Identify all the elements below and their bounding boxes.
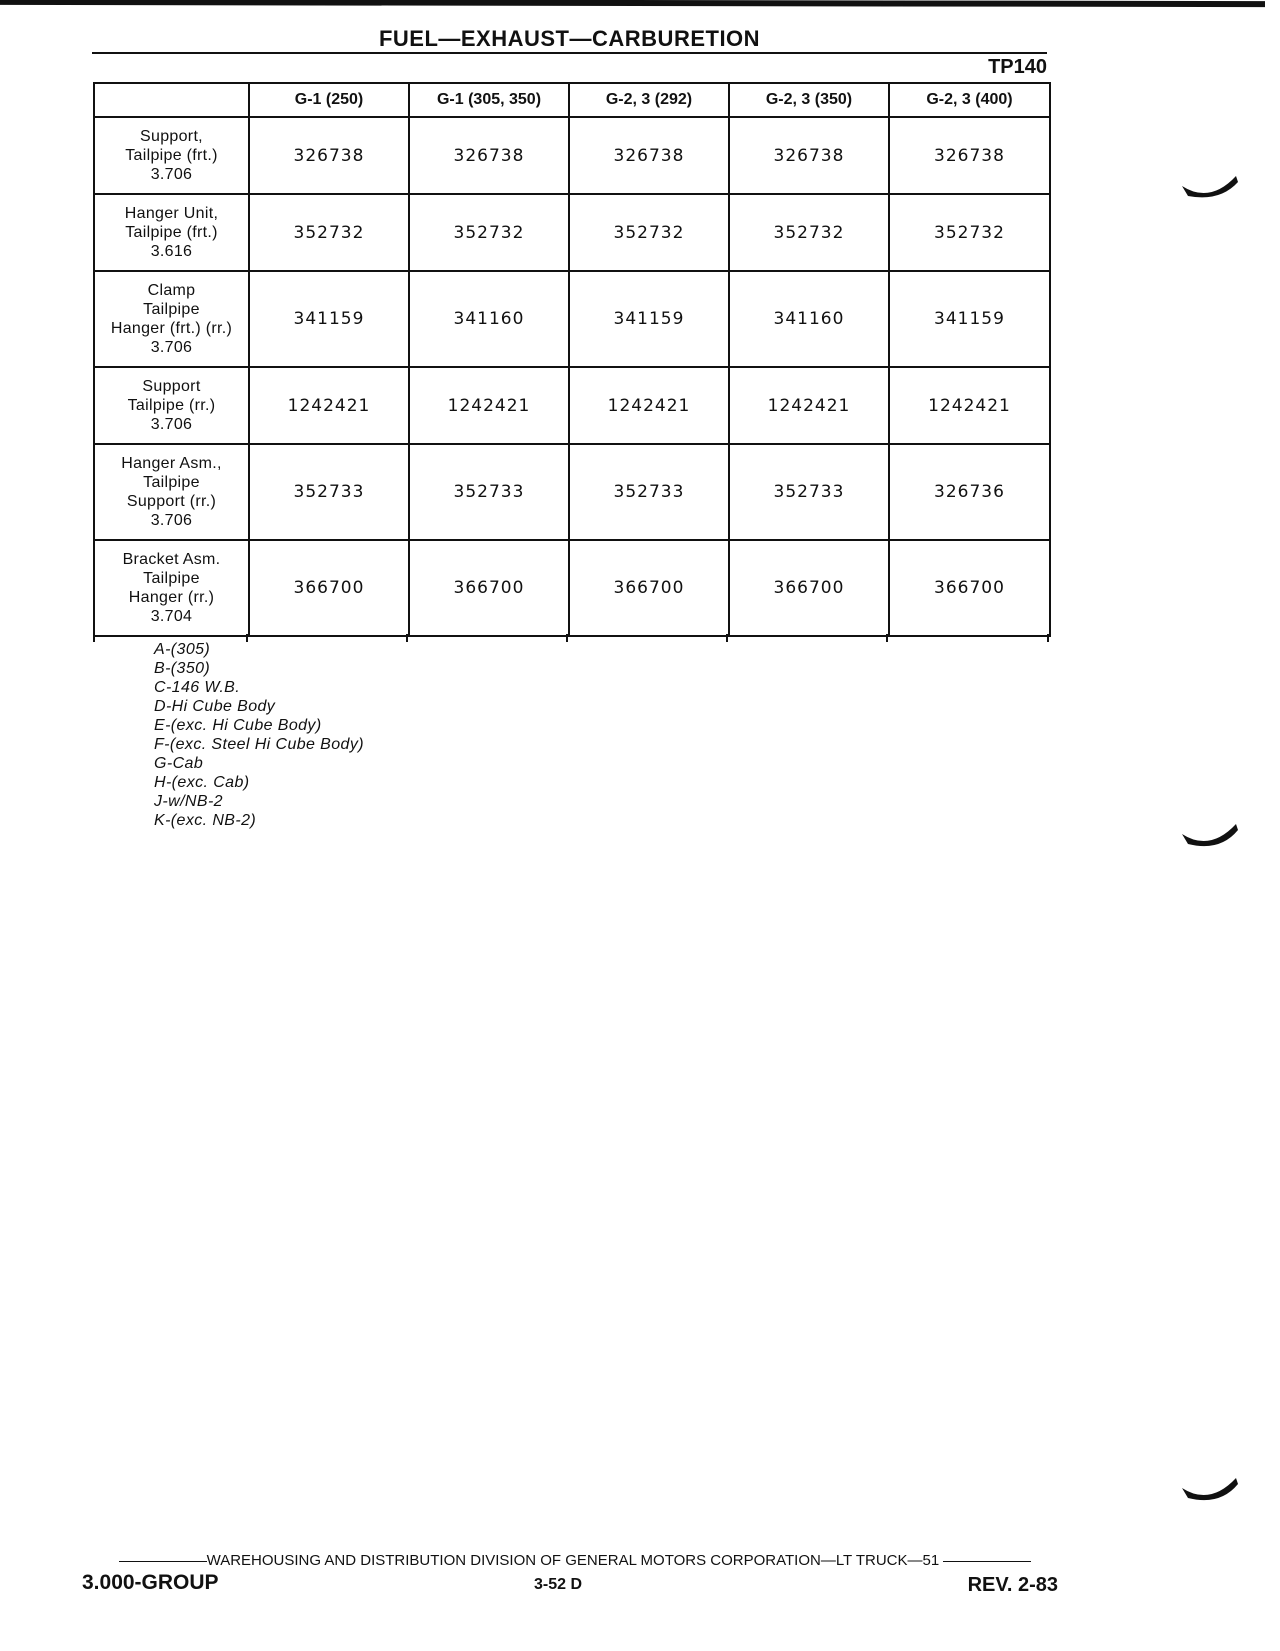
part-number-cell: 326738: [889, 117, 1050, 194]
revision-label: REV. 2-83: [967, 1574, 1058, 1596]
group-label: 3.000-GROUP: [82, 1571, 219, 1594]
tick-mark: [1047, 634, 1049, 642]
part-number-cell: 326738: [569, 117, 729, 194]
tick-mark: [726, 634, 728, 642]
part-number-cell: 341159: [889, 271, 1050, 367]
part-number-cell: 326736: [889, 444, 1050, 540]
binder-hole-mark: [1180, 1476, 1240, 1506]
legend-item: G-Cab: [154, 755, 204, 772]
description-line: Support: [142, 378, 201, 395]
section-code: TP140: [988, 56, 1047, 78]
parts-table: [93, 82, 1051, 637]
part-number-cell: 352732: [729, 194, 889, 271]
description-line: Bracket Asm.: [122, 551, 221, 568]
part-number-cell: 341159: [249, 271, 409, 367]
description-line: Support (rr.): [126, 493, 217, 510]
table-row: [94, 444, 1050, 540]
title-rule: [92, 52, 1047, 54]
column-header: G-1 (305, 350): [409, 83, 569, 117]
page-title: FUEL—EXHAUST—CARBURETION: [378, 26, 761, 51]
tick-mark: [566, 634, 568, 642]
legend-item: A-(305): [154, 641, 211, 658]
description-line: Tailpipe (frt.): [125, 224, 218, 241]
description-line: Tailpipe: [143, 570, 200, 587]
description-line: 3.706: [150, 166, 193, 183]
rule-right: [943, 1561, 1031, 1562]
part-number-cell: 326738: [249, 117, 409, 194]
part-number-cell: 1242421: [569, 367, 729, 444]
part-number-cell: 326738: [409, 117, 569, 194]
column-header: [94, 83, 249, 117]
part-number-cell: 352733: [729, 444, 889, 540]
description-line: Hanger Unit,: [124, 205, 219, 222]
description-line: 3.706: [150, 339, 193, 356]
description-line: 3.704: [150, 608, 193, 625]
column-header: G-2, 3 (400): [889, 83, 1050, 117]
table-row: [94, 271, 1050, 367]
description-line: 3.706: [150, 416, 193, 433]
description-line: Tailpipe (frt.): [125, 147, 218, 164]
part-number-cell: 341160: [729, 271, 889, 367]
footnote-legend: [154, 640, 364, 830]
part-number-cell: 352732: [889, 194, 1050, 271]
rule-left: [119, 1561, 207, 1562]
publisher-line: [92, 1552, 1058, 1569]
column-header: G-2, 3 (350): [729, 83, 889, 117]
part-number-cell: 1242421: [729, 367, 889, 444]
binder-hole-mark: [1180, 172, 1240, 202]
description-line: 3.706: [150, 512, 193, 529]
legend-item: H-(exc. Cab): [154, 774, 250, 791]
description-line: Hanger (rr.): [128, 589, 215, 606]
legend-item: F-(exc. Steel Hi Cube Body): [154, 736, 364, 753]
publisher-text: WAREHOUSING AND DISTRIBUTION DIVISION OF GENERAL MOTORS CORPORATION—LT TRUCK—51: [206, 1552, 940, 1569]
legend-item: D-Hi Cube Body: [154, 698, 276, 715]
table-row: [94, 367, 1050, 444]
table-header-row: [94, 83, 1050, 117]
row-description: [94, 367, 249, 444]
legend-item: C-146 W.B.: [154, 679, 241, 696]
part-number-cell: 366700: [249, 540, 409, 636]
legend-item: J-w/NB-2: [154, 793, 223, 810]
legend-item: E-(exc. Hi Cube Body): [154, 717, 322, 734]
description-line: Tailpipe (rr.): [127, 397, 216, 414]
table-row: [94, 540, 1050, 636]
part-number-cell: 1242421: [409, 367, 569, 444]
page-top-edge: [0, 0, 1265, 7]
row-description: [94, 444, 249, 540]
description-line: 3.616: [150, 243, 193, 260]
tick-mark: [93, 634, 95, 642]
legend-item: K-(exc. NB-2): [154, 812, 257, 829]
part-number-cell: 341159: [569, 271, 729, 367]
row-description: [94, 117, 249, 194]
legend-item: B-(350): [154, 660, 211, 677]
part-number-cell: 352733: [249, 444, 409, 540]
part-number-cell: 366700: [889, 540, 1050, 636]
description-line: Hanger Asm.,: [121, 455, 222, 472]
row-description: [94, 271, 249, 367]
tick-mark: [886, 634, 888, 642]
description-line: Hanger (frt.) (rr.): [110, 320, 233, 337]
part-number-cell: 352732: [249, 194, 409, 271]
part-number-cell: 1242421: [889, 367, 1050, 444]
part-number-cell: 352732: [409, 194, 569, 271]
row-description: [94, 540, 249, 636]
tick-mark: [406, 634, 408, 642]
page-number: 3-52 D: [534, 1576, 583, 1593]
part-number-cell: 352732: [569, 194, 729, 271]
part-number-cell: 366700: [729, 540, 889, 636]
part-number-cell: 326738: [729, 117, 889, 194]
description-line: Tailpipe: [143, 301, 200, 318]
part-number-cell: 1242421: [249, 367, 409, 444]
column-header: G-1 (250): [249, 83, 409, 117]
description-line: Tailpipe: [143, 474, 200, 491]
table-row: [94, 117, 1050, 194]
part-number-cell: 352733: [569, 444, 729, 540]
part-number-cell: 352733: [409, 444, 569, 540]
binder-hole-mark: [1180, 822, 1240, 852]
part-number-cell: 341160: [409, 271, 569, 367]
part-number-cell: 366700: [409, 540, 569, 636]
description-line: Support,: [140, 128, 203, 145]
description-line: Clamp: [147, 282, 196, 299]
row-description: [94, 194, 249, 271]
column-header: G-2, 3 (292): [569, 83, 729, 117]
part-number-cell: 366700: [569, 540, 729, 636]
table-row: [94, 194, 1050, 271]
